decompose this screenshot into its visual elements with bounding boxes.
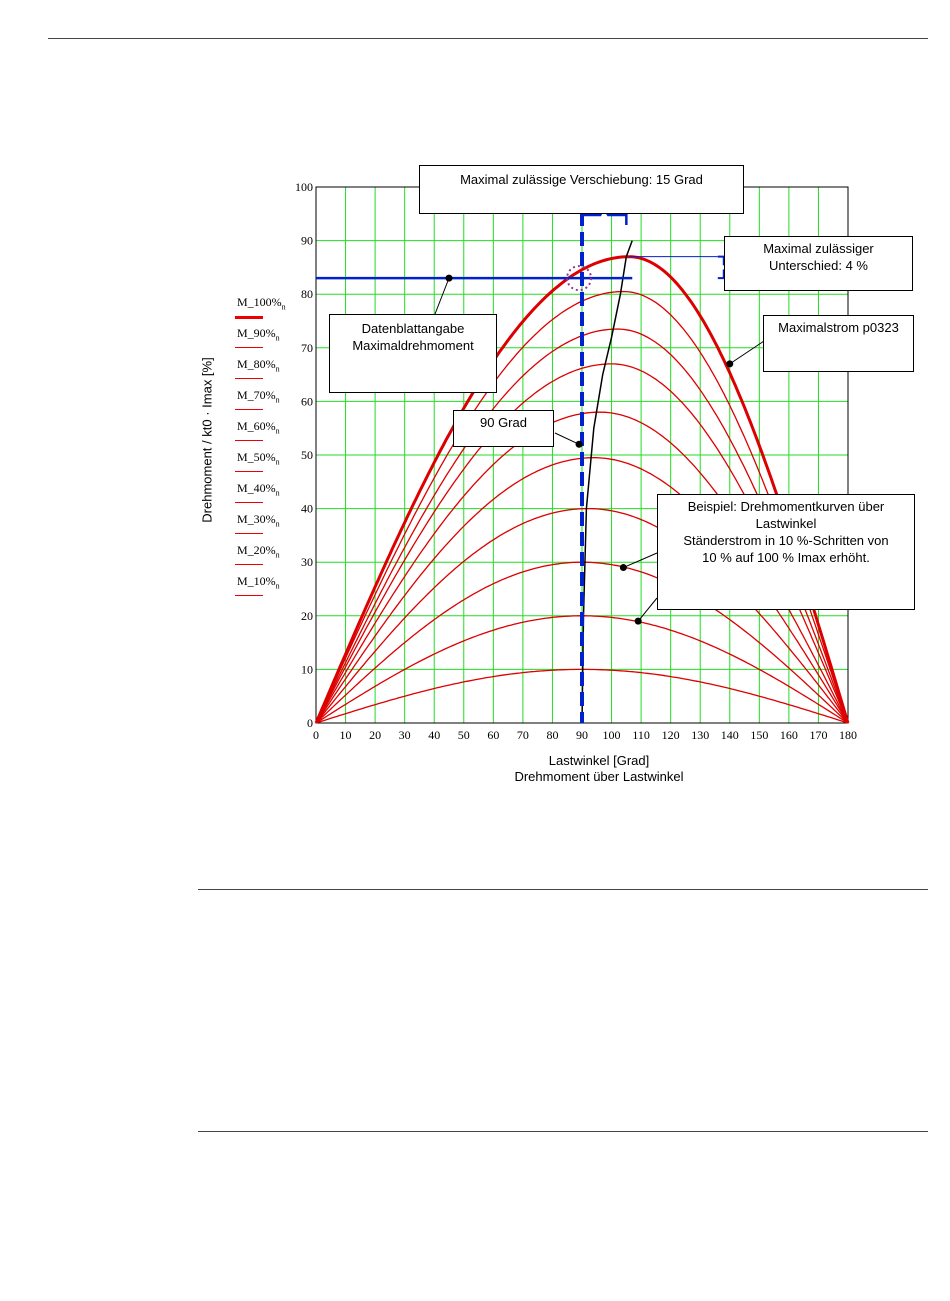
example-line1: Beispiel: Drehmomentkurven über: [687, 499, 885, 514]
y-tick-label: 100: [295, 180, 313, 194]
ninety-degree-box: [453, 410, 554, 447]
legend-subscript: n: [275, 333, 280, 343]
legend-subscript: n: [275, 581, 280, 591]
legend-label: M_70%: [237, 388, 276, 402]
x-tick-label: 50: [457, 728, 470, 742]
legend-label: M_40%: [237, 481, 276, 495]
legend-label: M_10%: [237, 574, 276, 588]
legend-label: M_60%: [237, 419, 276, 433]
example-a-dot: [620, 564, 627, 571]
example-box: [657, 494, 915, 610]
max-difference-line1: Maximal zulässiger: [763, 241, 874, 256]
legend-item: [237, 419, 280, 435]
legend-swatch: [235, 502, 263, 503]
example-b-dot: [635, 618, 642, 625]
legend-item: [237, 326, 280, 342]
x-tick-label: 40: [428, 728, 441, 742]
legend-swatch: [235, 564, 263, 565]
y-tick-label: 70: [301, 340, 313, 355]
legend-item: [237, 543, 280, 559]
x-tick-label: 70: [516, 728, 529, 742]
legend-subscript: n: [275, 395, 280, 405]
datasheet-line1: Datenblattangabe: [361, 321, 465, 336]
y-tick-label: 20: [301, 608, 313, 623]
legend-subscript: n: [275, 457, 280, 467]
example-line2: Lastwinkel: [755, 516, 817, 531]
x-tick-labels: [313, 728, 857, 742]
legend-item: [237, 512, 280, 528]
y-tick-label: 10: [301, 662, 313, 677]
legend-subscript: n: [281, 302, 286, 312]
y-tick-label: 60: [301, 394, 313, 409]
max-difference-line2: Unterschied: 4 %: [769, 258, 868, 273]
legend-swatch: [235, 595, 263, 596]
max-difference-box: [724, 236, 913, 291]
legend-swatch: [235, 409, 263, 410]
legend-item: [237, 295, 286, 311]
ninety-dot: [576, 441, 583, 448]
legend-item: [237, 481, 280, 497]
y-tick-label: 90: [301, 233, 313, 248]
chart-title: Drehmoment über Lastwinkel: [514, 769, 684, 784]
x-tick-label: 60: [487, 728, 500, 742]
legend-swatch: [235, 347, 263, 348]
y-tick-label: 0: [307, 716, 313, 730]
legend-label: M_90%: [237, 326, 276, 340]
y-tick-label: 50: [301, 448, 313, 462]
max-current-box: [763, 315, 914, 372]
x-tick-label: 20: [369, 728, 382, 742]
legend-label: M_80%: [237, 357, 276, 371]
legend-item: [237, 388, 280, 404]
x-tick-label: 30: [398, 728, 411, 742]
x-tick-label: 160: [779, 728, 798, 742]
legend-swatch: [235, 440, 263, 441]
legend-item: [237, 574, 280, 590]
example-line3: Ständerstrom in 10 %-Schritten von: [683, 533, 889, 548]
legend-subscript: n: [275, 426, 280, 436]
max-shift-text: Maximal zulässige Verschiebung: 15 Grad: [460, 172, 703, 187]
legend-subscript: n: [275, 550, 280, 560]
x-tick-label: 0: [313, 728, 319, 742]
x-tick-label: 180: [839, 728, 857, 742]
x-tick-label: 10: [339, 728, 352, 742]
datasheet-box: [329, 314, 497, 393]
max-current-dot: [726, 360, 733, 367]
legend-label: M_30%: [237, 512, 276, 526]
legend-item: [237, 450, 280, 466]
legend-swatch: [235, 316, 263, 319]
x-tick-label: 110: [632, 728, 650, 742]
x-tick-label: 130: [691, 728, 710, 742]
legend-label: M_20%: [237, 543, 276, 557]
x-tick-label: 150: [750, 728, 769, 742]
ninety-degree-text: 90 Grad: [480, 415, 527, 430]
y-tick-labels: [295, 180, 313, 730]
legend-swatch: [235, 533, 263, 534]
legend-swatch: [235, 471, 263, 472]
y-tick-label: 40: [301, 501, 313, 516]
max-current-text: Maximalstrom p0323: [778, 320, 899, 335]
legend-item: [237, 357, 280, 373]
legend-label: M_100%: [237, 295, 282, 309]
x-axis-title: Lastwinkel [Grad]: [548, 753, 650, 768]
max-shift-box: [419, 165, 744, 214]
x-tick-label: 120: [661, 728, 680, 742]
legend-subscript: n: [275, 488, 280, 498]
x-tick-label: 90: [576, 728, 588, 742]
x-tick-label: 80: [546, 728, 559, 742]
example-line4: 10 % auf 100 % Imax erhöht.: [702, 550, 870, 565]
y-tick-label: 30: [301, 555, 313, 570]
x-tick-label: 170: [809, 728, 828, 742]
datasheet-dot: [446, 275, 453, 282]
y-tick-label: 80: [301, 287, 313, 302]
x-tick-label: 100: [602, 728, 621, 742]
legend-swatch: [235, 378, 263, 379]
x-tick-label: 140: [720, 728, 739, 742]
legend-label: M_50%: [237, 450, 276, 464]
legend-subscript: n: [275, 519, 280, 529]
datasheet-line2: Maximaldrehmoment: [352, 338, 474, 353]
y-axis-title: Drehmoment / kt0 · Imax [%]: [199, 357, 215, 523]
legend-subscript: n: [275, 364, 280, 374]
